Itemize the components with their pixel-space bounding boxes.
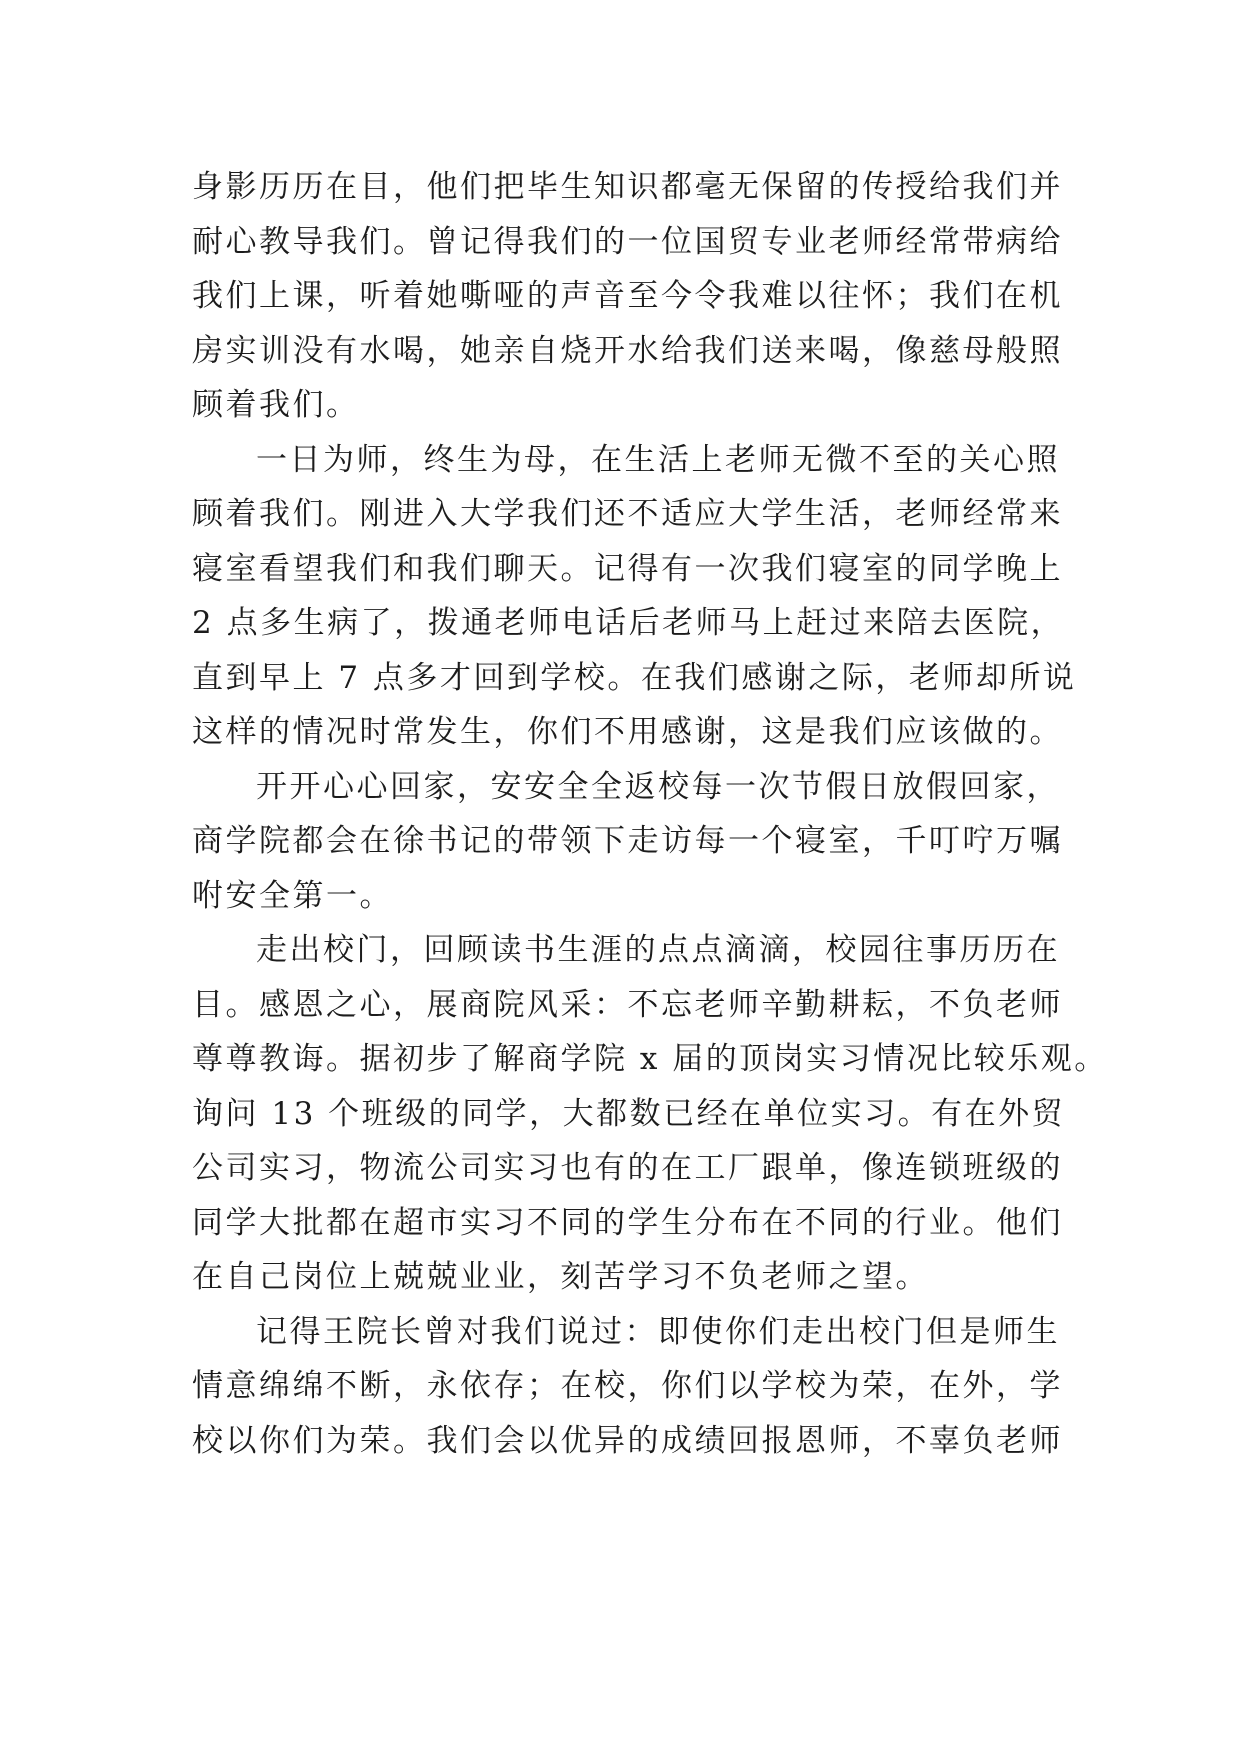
text-line: 房实训没有水喝，她亲自烧开水给我们送来喝，像慈母般照 <box>192 332 1063 369</box>
text-line: 情意绵绵不断，永依存；在校，你们以学校为荣，在外，学 <box>192 1368 1063 1404</box>
text-line: 在自己岗位上兢兢业业，刻苦学习不负老师之望。 <box>192 1259 929 1295</box>
text-line: 商学院都会在徐书记的带领下走访每一个寝室，千叮咛万嘱 <box>192 823 1063 859</box>
text-line: 2 点多生病了，拨通老师电话后老师马上赶过来陪去医院， <box>192 605 1065 641</box>
paragraph-first-line: 走出校门，回顾读书生涯的点点滴滴，校园往事历历在 <box>256 932 1060 968</box>
text-line: 目。感恩之心，展商院风采：不忘老师辛勤耕耘，不负老师 <box>192 986 1063 1023</box>
text-line: 咐安全第一。 <box>192 877 393 914</box>
text-line: 公司实习，物流公司实习也有的在工厂跟单，像连锁班级的 <box>192 1150 1063 1186</box>
text-line: 我们上课，听着她嘶哑的声音至今令我难以往怀；我们在机 <box>192 278 1063 314</box>
text-line: 校以你们为荣。我们会以优异的成绩回报恩师，不辜负老师 <box>192 1422 1063 1459</box>
text-line: 尊尊教诲。据初步了解商学院 x 届的顶岗实习情况比较乐观。 <box>192 1041 1108 1077</box>
text-line: 耐心教导我们。曾记得我们的一位国贸专业老师经常带病给 <box>192 223 1063 260</box>
paragraph-first-line: 记得王院长曾对我们说过：即使你们走出校门但是师生 <box>256 1313 1060 1350</box>
paragraph-first-line: 开开心心回家，安安全全返校每一次节假日放假回家， <box>256 768 1060 805</box>
text-line: 询问 13 个班级的同学，大都数已经在单位实习。有在外贸 <box>192 1095 1066 1132</box>
text-line: 寝室看望我们和我们聊天。记得有一次我们寝室的同学晚上 <box>192 550 1063 587</box>
text-line: 顾着我们。 <box>192 387 360 423</box>
text-line: 身影历历在目，他们把毕生知识都毫无保留的传授给我们并 <box>192 169 1063 205</box>
text-line: 顾着我们。刚进入大学我们还不适应大学生活，老师经常来 <box>192 496 1063 532</box>
text-line: 直到早上 7 点多才回到学校。在我们感谢之际，老师却所说 <box>192 659 1077 696</box>
document-body <box>192 160 1108 1468</box>
text-line: 同学大批都在超市实习不同的学生分布在不同的行业。他们 <box>192 1204 1063 1241</box>
text-line: 这样的情况时常发生，你们不用感谢，这是我们应该做的。 <box>192 714 1063 750</box>
paragraph-first-line: 一日为师，终生为母，在生活上老师无微不至的关心照 <box>256 441 1060 478</box>
